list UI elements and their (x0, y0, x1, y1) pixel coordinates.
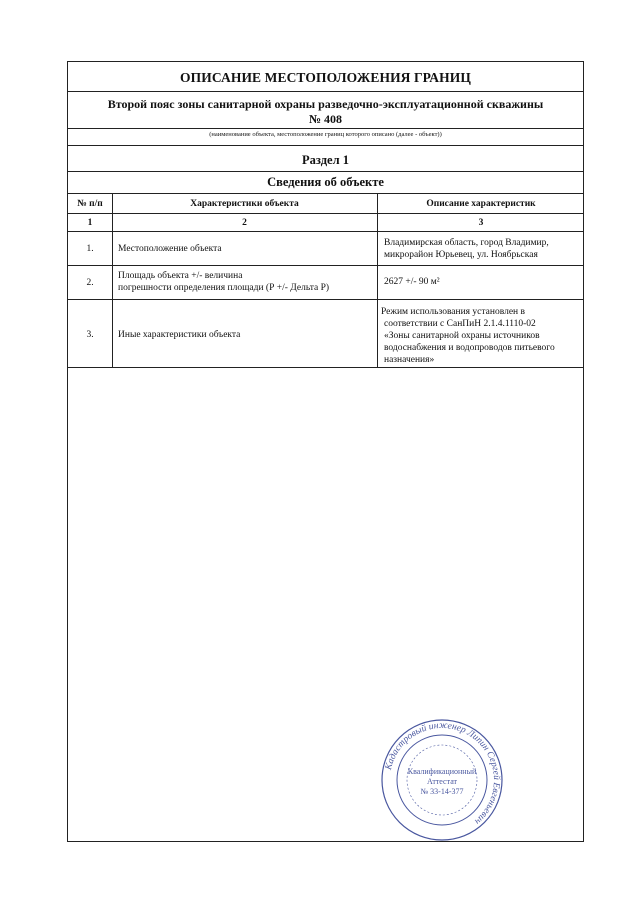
row-description-line: водоснабжения и водопроводов питьевого (384, 343, 555, 353)
table-row-line (68, 299, 583, 300)
section-heading: Раздел 1 (302, 153, 349, 167)
divider (68, 145, 583, 146)
col-number: 3 (478, 218, 484, 228)
header-characteristic: Характеристики объекта (190, 199, 299, 209)
row-number: 2. (86, 278, 94, 288)
row-number: 1. (86, 244, 94, 254)
official-stamp (380, 718, 504, 842)
row-characteristic: Местоположение объекта (118, 244, 222, 254)
table-row-line (68, 231, 583, 232)
table-row-line (68, 213, 583, 214)
stamp-outer-text: Кадастровый инженер Липин Сергей Евгеньевич (384, 720, 502, 827)
object-caption: (наименование объекта, местоположение границ которого описано (далее - объект)) (209, 131, 442, 138)
table-top-line (68, 193, 583, 194)
row-description-line: «Зоны санитарной охраны источников (384, 331, 540, 341)
document-title: ОПИСАНИЕ МЕСТОПОЛОЖЕНИЯ ГРАНИЦ (180, 70, 471, 85)
stamp-center-line: № 33-14-377 (420, 787, 464, 796)
row-description-line: Режим использования установлен в (381, 307, 525, 317)
row-description-line: соответствии с СанПиН 2.1.4.1110-02 (384, 319, 536, 329)
section-title: Сведения об объекте (267, 175, 384, 189)
row-description-line: Владимирская область, город Владимир, (384, 238, 549, 248)
row-description-line: микрорайон Юрьевец, ул. Ноябрьская (384, 250, 538, 260)
divider (68, 128, 583, 129)
document-frame (67, 61, 584, 842)
header-num: № п/п (77, 199, 103, 209)
stamp-center-line: Квалификационный (407, 767, 477, 776)
row-characteristic: Иные характеристики объекта (118, 330, 241, 340)
row-description: 2627 +/- 90 м² (384, 277, 440, 287)
row-characteristic-line: Площадь объекта +/- величина (118, 271, 243, 281)
divider (68, 171, 583, 172)
divider (68, 91, 583, 92)
row-characteristic-line: погрешности определения площади (Р +/- Дельта Р) (118, 283, 330, 293)
row-number: 3. (86, 330, 94, 340)
col-number: 2 (242, 218, 247, 228)
table-bottom-line (68, 367, 583, 368)
object-name-line: Второй пояс зоны санитарной охраны разведочно-эксплуатационной скважины (107, 97, 544, 111)
header-description: Описание характеристик (426, 199, 536, 209)
row-description-line: назначения» (384, 355, 435, 365)
object-number: № 408 (308, 112, 343, 126)
table-row-line (68, 265, 583, 266)
stamp-center-line: Аттестат (426, 777, 458, 786)
object-name (72, 97, 579, 127)
col-number: 1 (87, 218, 93, 228)
